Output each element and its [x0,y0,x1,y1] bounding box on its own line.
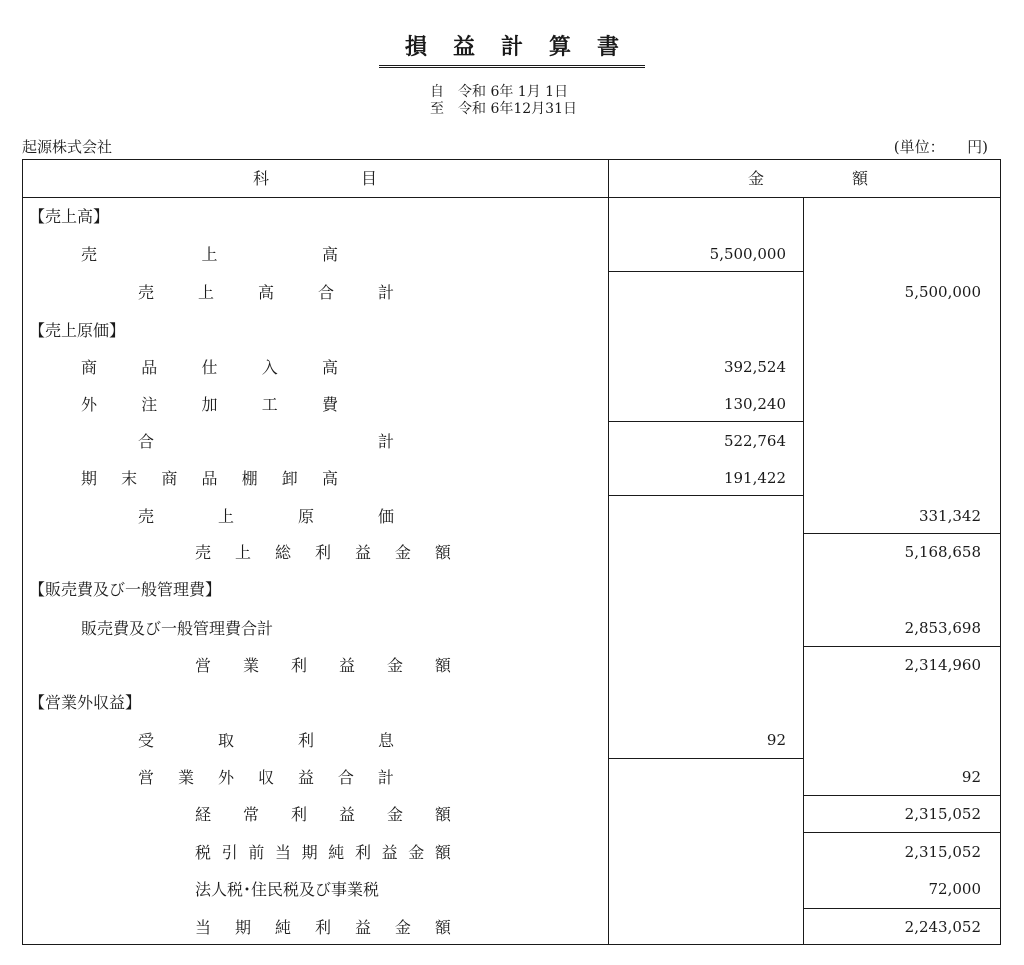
row-label: 商 品 仕 入 高 [81,358,338,377]
row-label: 売 上 高 合 計 [138,283,394,302]
right-amount: 72,000 [928,880,981,898]
right-amount: 5,500,000 [904,283,981,301]
row-income-taxes [23,871,1000,908]
row-cost-subtotal [23,423,1000,460]
right-amount: 92 [961,768,981,786]
row-label: 売 上 高 [81,245,338,264]
row-gross-profit [23,534,1000,571]
section-sga [23,571,1000,608]
income-statement-table [22,159,1001,945]
mid-amount: 92 [766,731,786,749]
row-label: 受 取 利 息 [138,731,394,750]
row-label: 【売上原価】 [29,321,126,340]
row-label: 経 常 利 益 金 額 [195,805,451,824]
row-sga-total [23,610,1000,647]
row-label: 法人税･住民税及び事業税 [195,880,380,899]
right-amount: 331,342 [918,507,981,525]
mid-amount: 5,500,000 [709,245,786,263]
row-operating-income [23,647,1000,684]
section-non-operating-income [23,684,1000,721]
period-to: 至 令和 6年12月31日 [430,101,577,117]
right-amount: 2,853,698 [904,619,981,637]
fiscal-period [430,84,577,118]
row-cost-of-sales [23,498,1000,535]
section-sales [23,198,1000,235]
right-amount: 5,168,658 [904,543,981,561]
section-cost-of-sales [23,312,1000,349]
unit-label: (単位： 円) [893,138,988,156]
row-label: 売 上 総 利 益 金 額 [195,543,451,562]
row-label: 外 注 加 工 費 [81,395,338,414]
row-label: 【売上高】 [29,207,110,226]
row-outsourcing [23,386,1000,423]
mid-amount: 191,422 [723,469,786,487]
row-label: 合 計 [138,432,394,451]
row-interest-received [23,722,1000,759]
row-label: 当 期 純 利 益 金 額 [195,918,451,937]
period-from: 自 令和 6年 1月 1日 [430,84,569,100]
row-label: 営 業 利 益 金 額 [195,656,451,675]
right-amount: 2,315,052 [904,805,981,823]
right-amount: 2,314,960 [904,656,981,674]
row-sales [23,236,1000,273]
row-ordinary-income [23,796,1000,833]
right-amount: 2,243,052 [904,918,981,936]
title-area [0,30,1024,68]
header-subject: 科 目 [253,169,377,188]
row-sales-total [23,274,1000,311]
document-title: 損益計算書 [379,30,645,68]
mid-amount: 130,240 [723,395,786,413]
row-net-income [23,909,1000,946]
row-ending-inventory [23,460,1000,497]
row-label: 税 引 前 当 期 純 利 益 金 額 [195,843,451,862]
right-amount: 2,315,052 [904,843,981,861]
row-label: 【販売費及び一般管理費】 [29,580,222,599]
mid-amount: 392,524 [723,358,786,376]
mid-amount: 522,764 [723,432,786,450]
row-pretax-income [23,834,1000,871]
row-non-operating-total [23,759,1000,796]
header-amount: 金 額 [748,169,868,188]
row-label: 売 上 原 価 [138,507,394,526]
row-label: 期 末 商 品 棚 卸 高 [81,469,338,488]
row-label: 【営業外収益】 [29,693,142,712]
row-purchases [23,349,1000,386]
row-label: 販売費及び一般管理費合計 [81,619,274,638]
row-label: 営 業 外 収 益 合 計 [138,768,394,787]
company-name: 起源株式会社 [22,138,113,156]
